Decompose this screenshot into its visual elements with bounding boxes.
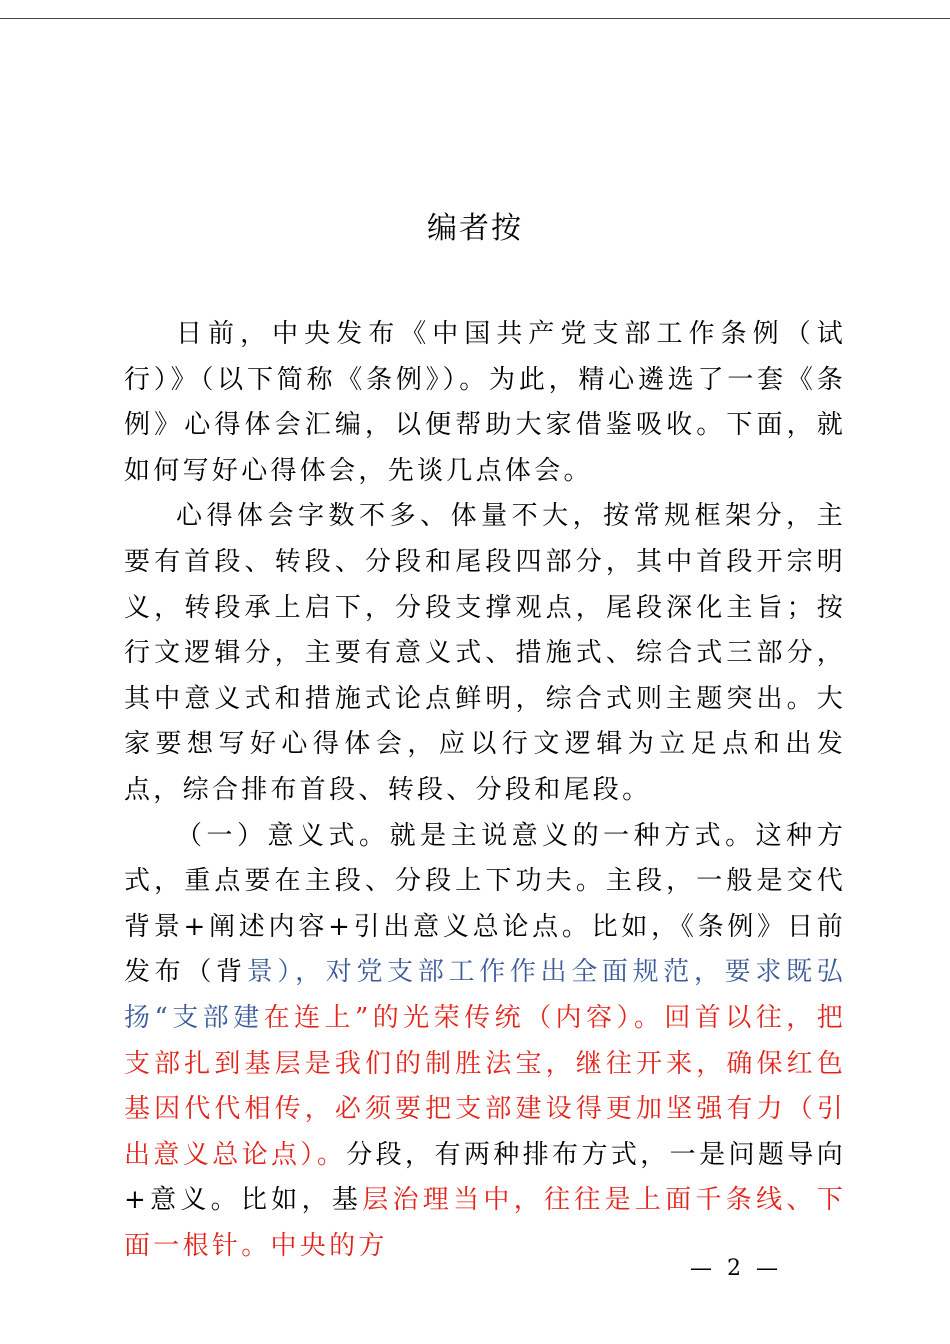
paragraph-intro	[124, 312, 846, 494]
paragraph-significance-style	[124, 814, 846, 1270]
text-segment: 心得体会字数不多、体量不大，按常规框架分，主要有首段、转段、分段和尾段四部分，其中首段开宗明义，转段承上启下，分段支撑观点，尾段深化主旨；按行文逻辑分，主要有意义式、措施式、综合式三部分，其中意义式和措施式论点鲜明，综合式则主题突出。大家要想写好心得体会，应以行文逻辑为立足点和出发点，综合排布首段、转段、分段和尾段。	[124, 501, 846, 805]
paragraph-structure	[124, 494, 846, 813]
top-rule	[0, 18, 950, 19]
text-segment: 日前，中央发布《中国共产党支部工作条例（试行）》（以下简称《条例》）。为此，精心遴选了一套《条例》心得体会汇编，以便帮助大家借鉴吸收。下面，就如何写好心得体会，先谈几点体会。	[124, 319, 846, 486]
highlighted-text-red: 在连上”的光荣传统（内容）。回首以往，把支部扎到基层是我们的制胜法宝，继往开来，确保红色基因代代相传，必须要把支部建设得更加坚强有力（引出意义总论点）。	[124, 1002, 846, 1170]
page-title: 编者按	[427, 211, 523, 246]
highlighted-text-red: 层治理当中，往往是上面千条线、下面一根针。中央的方	[124, 1185, 846, 1261]
text-segment: （一）意义式。就是主说意义的一种方式。这种方式，重点要在主段、分段上下功夫。主段，一般是交代背景+阐述内容+引出意义总论点。比如，《条例》日前发布（背	[124, 820, 846, 988]
text-segment: 分段，有两种排布方式，一是问题导向+意义。比如，基	[124, 1139, 846, 1216]
highlighted-text-blue: 景），对党支部工作作出全面规范，要求既弘扬“支部建	[124, 957, 846, 1033]
document-body	[124, 312, 846, 1269]
page-number: — 2 —	[690, 1256, 782, 1281]
